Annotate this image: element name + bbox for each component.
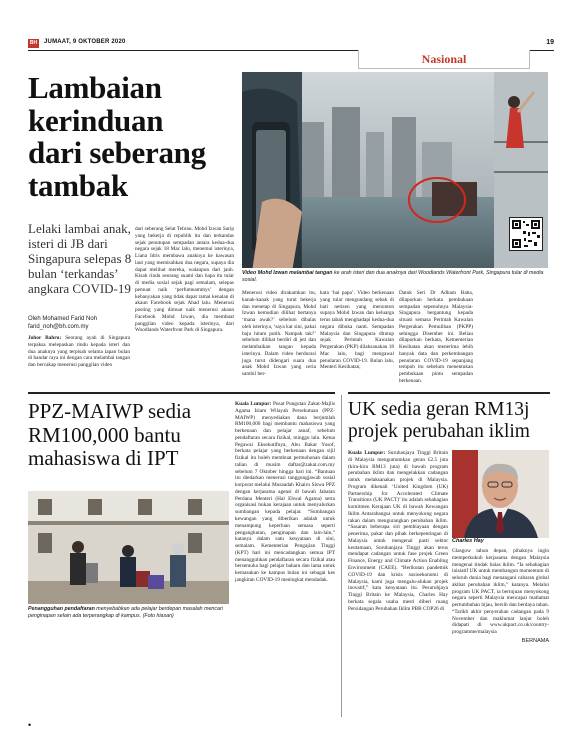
dateline: Kuala Lumpur: (235, 401, 272, 407)
story3-headline: UK sedia geran RM13j projek perubahan iklim (348, 399, 530, 442)
story1-headline-line: dari seberang (28, 135, 206, 171)
story2-caption (28, 606, 229, 619)
students-image (28, 491, 229, 604)
section-divider (348, 392, 550, 394)
story1-column-5: Datuk Seri Dr Adham Baba, dilaporkan berkata pembukaan sempadan sepenuhnya Malaysia-Singapura bergantung kepada situasi semasa Perintah Kawalan Pergerakan Pemulihan (PKPP) sehingga Disember ini. Beliau dilaporkan berkata, Kementerian Kesihatan akan menerima lebih banyak data dan perkembangan penularan COVID-19 sepanjang tempoh itu sebelum menentukan pembukaan pintu sempadan berkenaan. (399, 290, 473, 384)
story3-text: Glasgow tahun depan, pihaknya ingin memperkukuh kerjasama dengan Malaysia mengenai tindak balas iklim. “Ia sebahagian inisiatif UK untuk membangun momentum di seluruh dunia bagi menangani cabaran global akibat perubahan iklim,” katanya. Melalui program UK PACT, ia bertujuan menyokong negara seperti Malaysia mencapai matlamat pertumbuhan hijau, bersih dan berdaya tahan. “Tarikh akhir penyerahan cadangan pada 9 November dan maklumat lanjut boleh didapati di www.ukpact.co.uk/country-programme/malaysia (452, 548, 549, 636)
section-label: Nasional (358, 50, 530, 69)
section-divider (28, 392, 335, 394)
story1-column-1 (28, 335, 130, 369)
dateline: Kuala Lumpur: (348, 450, 386, 456)
story1-caption (242, 270, 548, 283)
story1-column-3: Menerusi video dirakamkan itu, kanak-kanak yang turut bekerja dan menetap di Singapura, Mohd Izwan kemudian dilihat bertanya ‘mana awak?’ sebelum dibalas oleh isterinya, ‘saya kat sini, pakai baju hitam putih. Nampak tak?’ sebelum dilihat berdiri di jeti dan melambaikan tangan kepada isterinya. Dalam video berdurasi juga turut didengari suara dua anak Mohd Izwan yang ceria sambil ber- (242, 290, 316, 378)
dateline: Johor Bahru: (28, 335, 62, 341)
story2-headline: PPZ-MAIWP sedia RM100,000 bantu mahasiswa di IPT (28, 399, 192, 471)
story1-headline-line: tambak (28, 167, 128, 203)
page-number: 19 (546, 39, 554, 46)
byline-name: Oleh Mohamed Farid Noh (28, 316, 98, 322)
byline-email[interactable]: farid_noh@bh.com.my (28, 323, 89, 330)
caption-lead: Video Mohd Izwan melambai tangan (242, 270, 333, 276)
agency-signature: BERNAMA (521, 637, 549, 644)
issue-date: JUMAAT, 9 OKTOBER 2020 (44, 39, 126, 45)
story1-byline (28, 316, 138, 331)
video-screenshot-image (242, 72, 548, 268)
caption-text: menyebabkan ada pelajar berdepan masalah mencari penginapan selain ada terperangkap di kampus. (28, 606, 223, 619)
portrait-image (452, 450, 549, 538)
story1-column-2: dari seberang Selat Tebrau. Mohd Izwan Sarip yang bekerja di republik itu dan terkandas sejak penutupan sempadan antara kedua-dua negara sejak 18 Mac lalu, menemui isterinya, Liana Idris membawa anaknya ke kawasan laut yang memisahkan dua negara, supaya dia dapat melihat mereka, walaupun dari jauh. Kisah rindu seorang suami dan bapa itu tular di media sosial sejak pagi semalam, selepas pemuat naik ‘perfumeammys’ dengan kebanyakan yang tidak dapat ramai kenalan di akaun Facebook sejak Ahad lalu. Menerusi posting yang dimuat naik menerusi akaun Facebook Mohd Izwan, dia membuat panggilan video kepada isterinya, dari Woodlands Waterfront Park di Singapura. (135, 226, 234, 334)
story1-headline-line: Lambaian (28, 70, 162, 105)
story1-headline-line: kerinduan (28, 102, 164, 138)
caption-text: ke arah isteri dan dua anaknya dari Woodlands Waterfront Park, Singapura tular di media sosial. (242, 270, 544, 283)
story3-photo (452, 450, 549, 538)
photo-credit: (Foto hiasan) (142, 612, 174, 619)
story3-column-1 (348, 450, 448, 612)
story3-column-2 (452, 548, 549, 645)
story1-text: Seorang ayah di Singapura terpaksa melepaskan rindu kepada isteri dan dua anaknya yang terpisah selama lapan bulan di bandar raya ini dengan cara melambai tangan dan bercakap menerusi panggilan video (28, 335, 130, 369)
story2-photo (28, 491, 229, 604)
story1-deck: Lelaki lambai anak, isteri di JB dari Singapura selepas 8 bulan ‘terkandas’ angkara COVID-19 (28, 221, 132, 296)
story1-column-4: kata ‘hai papa’. Video berkenaan yang tular mengundang sebak di hati netizen yang menonton supaya Mohd Izwan dan keluarga terus tabah menghadapi kedua-dua negara dibuka nanti. Sempadan Malaysia dan Singapura ditutup sejak Perintah Kawalan Pergerakan (PKP) dilaksanakan 18 Mac lalu, bagi mengawal penularan COVID-19. Bulan lalu, Menteri Kesihatan, (320, 290, 394, 371)
story1-photo (242, 72, 548, 268)
story2-text: Pusat Pungutan Zakat-Majlis Agama Islam Wilayah Persekutuan (PPZ-MAIWP) menyediakan dana berjumlah RM100,000 bagi membantu mahasiswa yang berkenaan dan pelajar asnaf, sebelum pendaftaran secara fizikal, minggu lalu. Ketua Pegawai Eksekutifnya, Abu Bakar Yusof, berkata pelajar yang berkenaan dengan sijil fizikal itu boleh membuat permohonan dalam talian di musim daftar@zakat.com.my sebelum 7 Oktober hingga hari ini. “Bantuan itu diedarkan menerusi tanggungjawab sosial korporat melalui Musaadah Khairu Siswa PPZ dengan kerjasama agensi di bawah Jabatan Perdana Menteri (Hal Ehwal Agama) serta organisasi bukan kerajaan untuk menyalurkan sumbangan kepada pelajar. “Sumbangan kewangan yang diberikan adalah untuk menampung keperluan semasa seperti pengangkutan, penginapan dan lain-lain,” katanya dalam satu kenyataan di sini, semalam. Kementerian Pengajian Tinggi (KPT) hari ini mencadangkan semua IPT menangguhkan pendaftaran secara fizikal atau bersemuka bagi pelajar baharu dan lama untuk kemasukan ke kampus bulan ini sebagai kes jangkitan COVID-19 meningkat mendadak. (235, 401, 336, 583)
story3-photo-caption: Charles Hay (452, 538, 484, 544)
story2-column-1 (235, 401, 335, 584)
qr-code-icon[interactable] (509, 217, 543, 251)
column-divider (341, 395, 342, 717)
story1-headline (28, 72, 228, 202)
qr-code-graphic (510, 218, 542, 250)
footer-bullet-icon: • (28, 720, 32, 730)
newspaper-logo: BH (29, 40, 38, 46)
story3-text: Suruhanjaya Tinggi Britain di Malaysia mengumumkan geran £2.5 juta (kira-kira RM13 juta) di bawah program perubahan iklim dan mengelakkan cadangan untuk melaksanakan projek di Malaysia. Program dikenali ‘United Kingdom (UK) Partnership for Accelerated Climate Transitions (UK PACT)’ itu adalah sebahagian komitmen Kerajaan UK di bawah Kewangan Iklim Antarabangsa untuk menyokong negara rakan dalam mengurangkan perubahan iklim. “Sasaran beberapa siri pembiayaan dengan penerima, pakar dan pihak berkepentingan di Malaysia untuk mengenal pasti sektor keutamaan, Suruhanjaya Tinggi akan terus mendapat cadangan untuk fase projek Green Finance, Energy and Climate Action Enabling Environment (CAEE). “Berikutan pandemik COVID-19 dan krisis sosioekonomi di Malaysia, kami juga mengalu-alukan projek inovatif,” kata kenyataan itu. Pesuruhjaya Tinggi Britain ke Malaysia, Charles Hay berkata segala usaha mesti diberi ruang Persidangan Perubahan Iklim PBB COP26 di (348, 450, 448, 612)
caption-lead: Penangguhan pendaftaran (28, 606, 95, 612)
